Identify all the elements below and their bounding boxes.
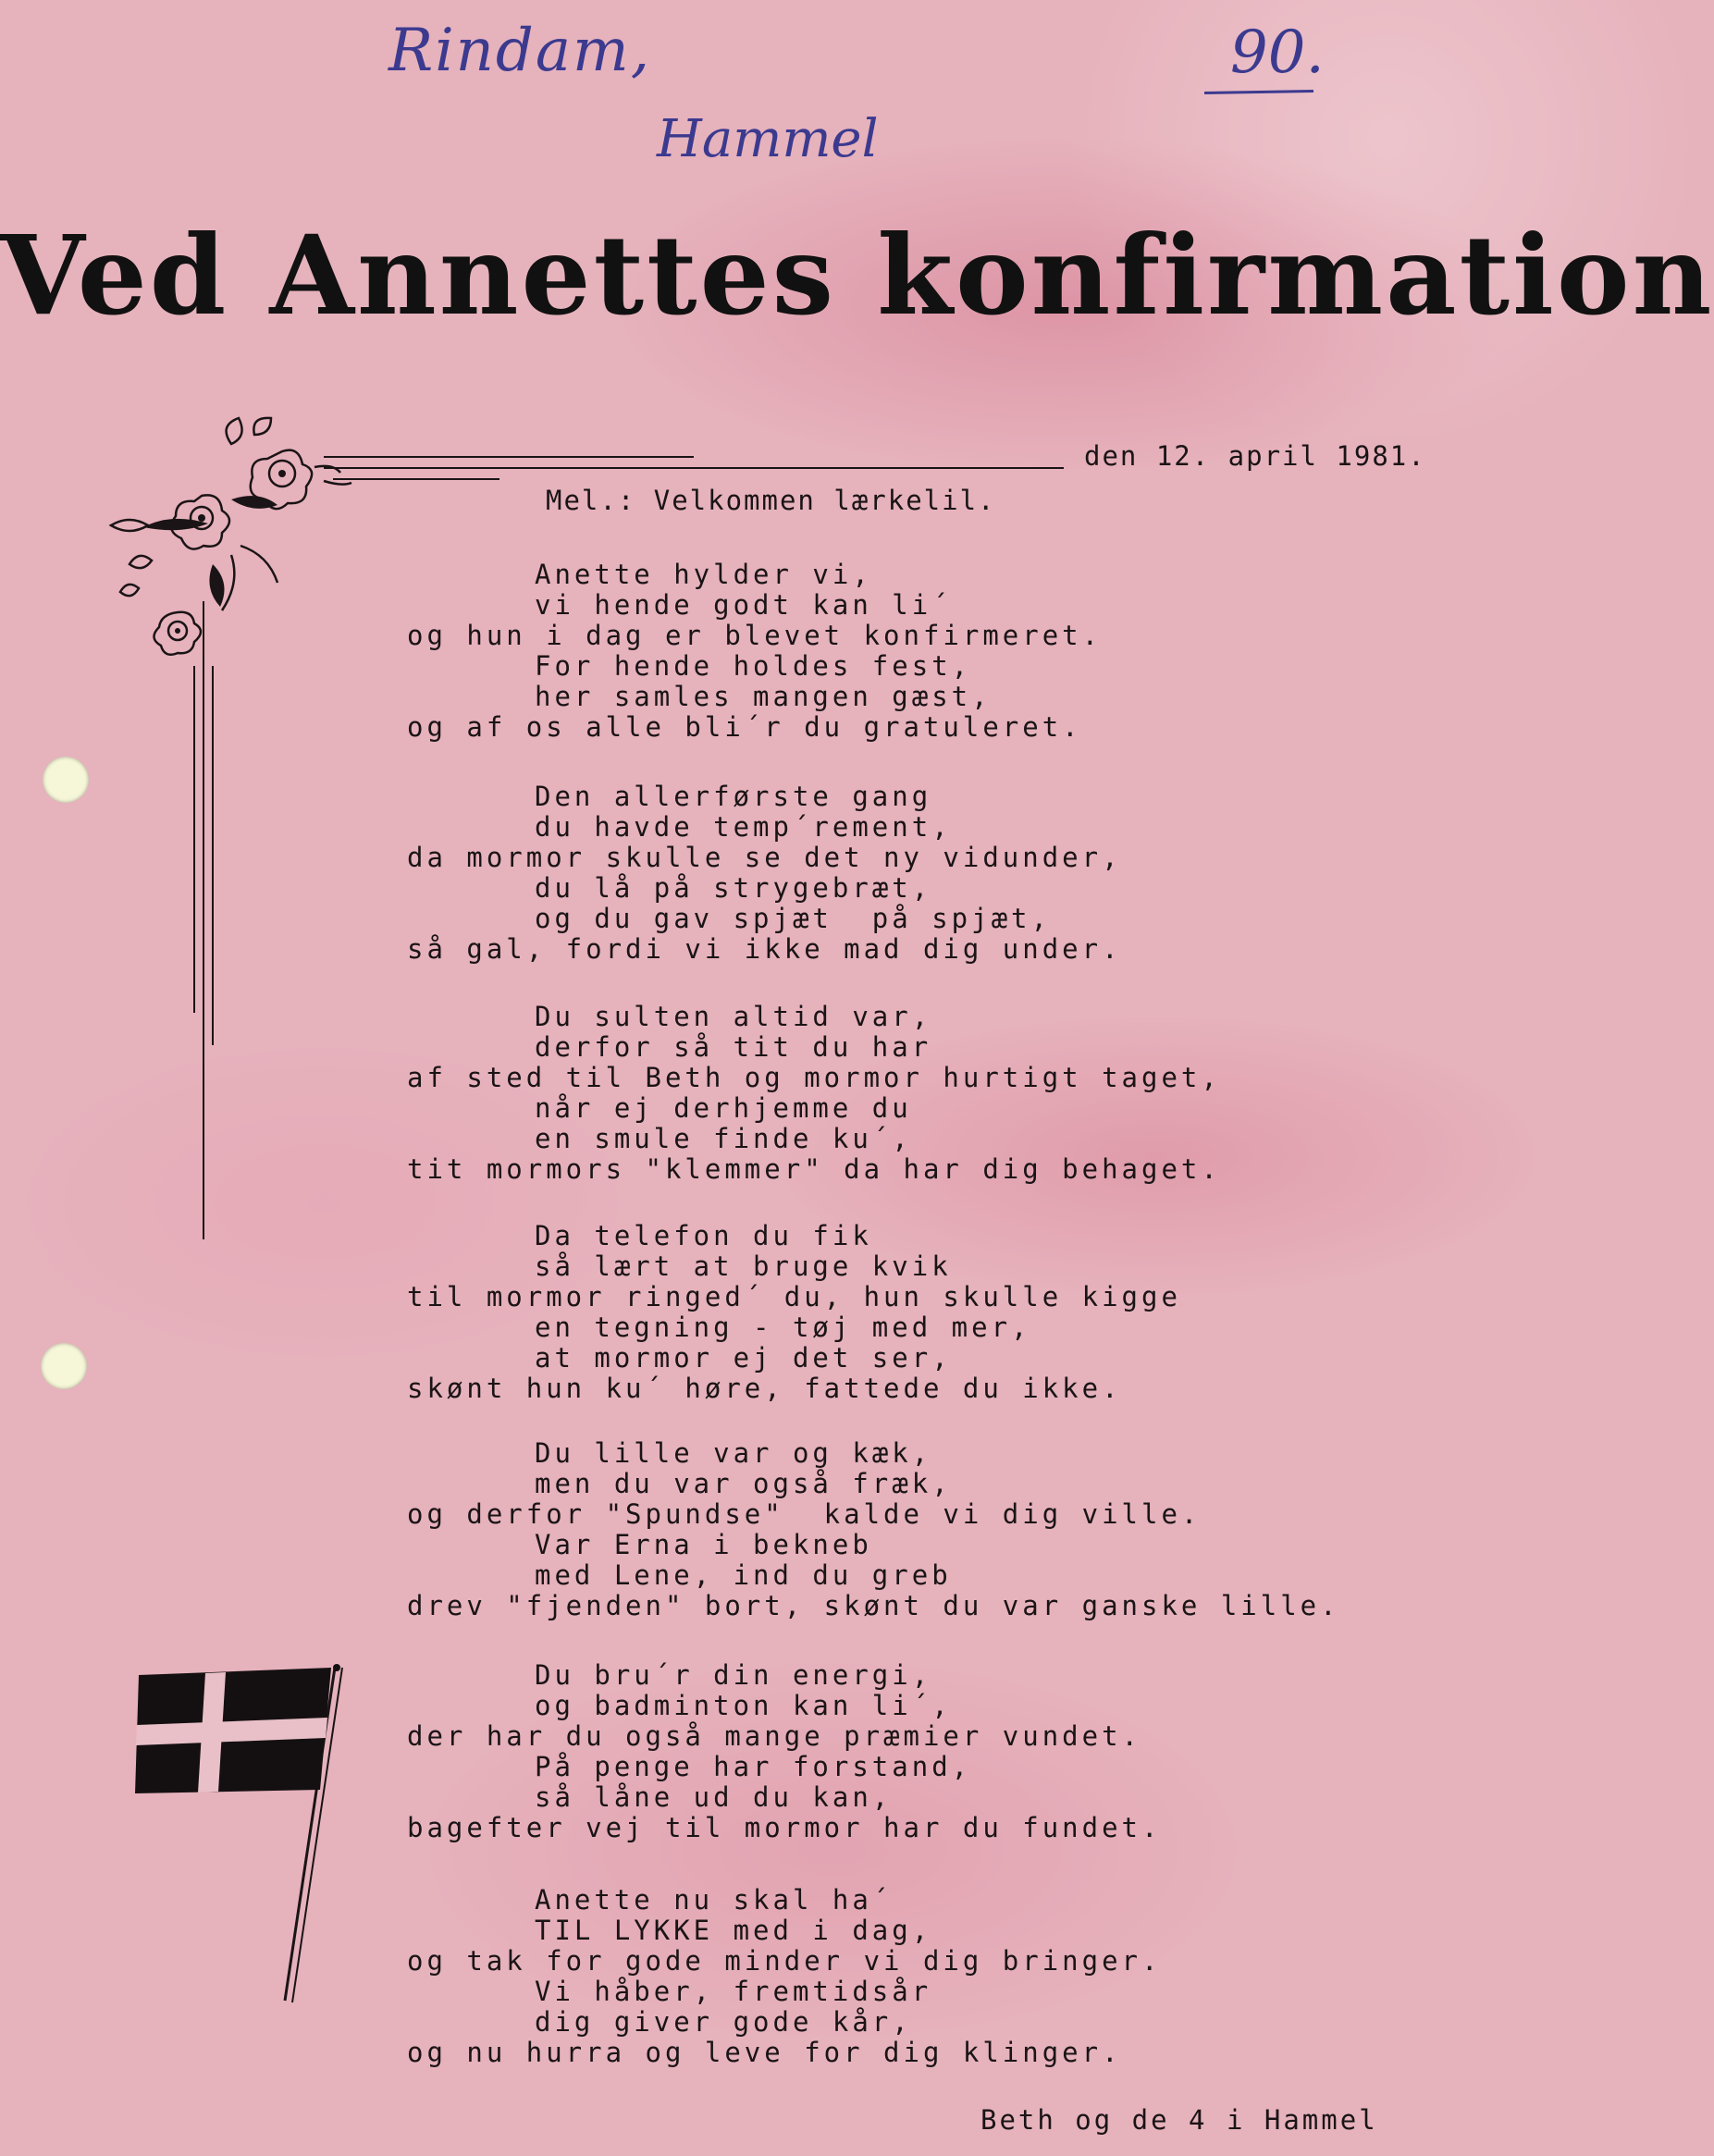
verse-line: vi hende godt kan li´	[535, 589, 952, 621]
date: den 12. april 1981.	[1084, 440, 1426, 472]
punch-hole	[41, 1343, 87, 1389]
verse-2	[407, 782, 1332, 965]
verse-line: så gal, fordi vi ikke mad dig under.	[407, 933, 1122, 965]
verse-line: og tak for gode minder vi dig bringer.	[407, 1945, 1162, 1977]
verse-line: når ej derhjemme du	[535, 1092, 912, 1124]
verse-line: en tegning - tøj med mer,	[535, 1312, 1031, 1343]
verse-line: drev "fjenden" bort, skønt du var ganske lille.	[407, 1590, 1340, 1621]
handwritten-town: Hammel	[657, 109, 879, 169]
handwritten-number: 90.	[1230, 18, 1325, 87]
verse-line: til mormor ringed´ du, hun skulle kigge	[407, 1281, 1181, 1312]
verse-line: Du sulten altid var,	[535, 1001, 932, 1032]
verse-line: På penge har forstand,	[535, 1751, 972, 1782]
danish-flag-icon	[129, 1660, 351, 2012]
verse-line: her samles mangen gæst,	[535, 681, 992, 712]
signature: Beth og de 4 i Hammel	[980, 2104, 1378, 2136]
verse-line: og hun i dag er blevet konfirmeret.	[407, 620, 1103, 651]
verse-line: dig giver gode kår,	[535, 2006, 912, 2038]
verse-line: TIL LYKKE med i dag,	[535, 1915, 932, 1946]
verse-5	[407, 1437, 1340, 1621]
verse-line: tit mormors "klemmer" da har dig behaget.	[407, 1153, 1221, 1185]
verse-line: der har du også mange præmier vundet.	[407, 1720, 1142, 1752]
melody-line: Mel.: Velkommen lærkelil.	[546, 485, 996, 516]
verse-line: bagefter vej til mormor har du fundet.	[407, 1812, 1162, 1843]
verse-line: en smule finde ku´,	[535, 1123, 912, 1154]
verse-3	[407, 1002, 1332, 1185]
page-title: Ved Annettes konfirmation	[0, 211, 1714, 339]
handwritten-place: Rindam,	[388, 17, 652, 85]
verse-line: skønt hun ku´ høre, fattede du ikke.	[407, 1373, 1122, 1404]
verse-line: du havde temp´rement,	[535, 811, 952, 843]
punch-hole	[43, 757, 89, 803]
verse-line: af sted til Beth og mormor hurtigt taget,	[407, 1062, 1221, 1093]
verse-line: og du gav spjæt på spjæt,	[535, 903, 1051, 934]
verse-line: du lå på strygebræt,	[535, 872, 932, 904]
verse-line: Var Erna i bekneb	[535, 1529, 872, 1560]
verse-4	[407, 1221, 1332, 1404]
verse-line: og badminton kan li´,	[535, 1690, 952, 1721]
verse-line: Du lille var og kæk,	[535, 1437, 932, 1469]
verse-line: så lært at bruge kvik	[535, 1250, 952, 1282]
verse-line: Da telefon du fik	[535, 1220, 872, 1251]
verse-line: og af os alle bli´r du gratuleret.	[407, 711, 1082, 743]
verse-line: Anette nu skal ha´	[535, 1884, 893, 1916]
handwritten-underline	[1204, 90, 1313, 94]
verse-line: Du bru´r din energi,	[535, 1659, 932, 1691]
verse-6	[407, 1660, 1332, 1843]
verse-line: da mormor skulle se det ny vidunder,	[407, 842, 1122, 873]
verse-line: og derfor "Spundse" kalde vi dig ville.	[407, 1498, 1202, 1530]
verse-line: at mormor ej det ser,	[535, 1342, 952, 1374]
verse-line: så låne ud du kan,	[535, 1781, 893, 1813]
verse-1	[407, 560, 1332, 743]
verse-line: For hende holdes fest,	[535, 650, 972, 682]
verse-line: derfor så tit du har	[535, 1031, 932, 1063]
verse-7	[407, 1885, 1332, 2068]
verse-line: med Lene, ind du greb	[535, 1559, 952, 1591]
verse-line: Den allerførste gang	[535, 781, 932, 812]
verse-line: og nu hurra og leve for dig klinger.	[407, 2037, 1122, 2068]
verse-line: Vi håber, fremtidsår	[535, 1976, 932, 2007]
verse-line: Anette hylder vi,	[535, 559, 872, 590]
verse-line: men du var også fræk,	[535, 1468, 952, 1499]
